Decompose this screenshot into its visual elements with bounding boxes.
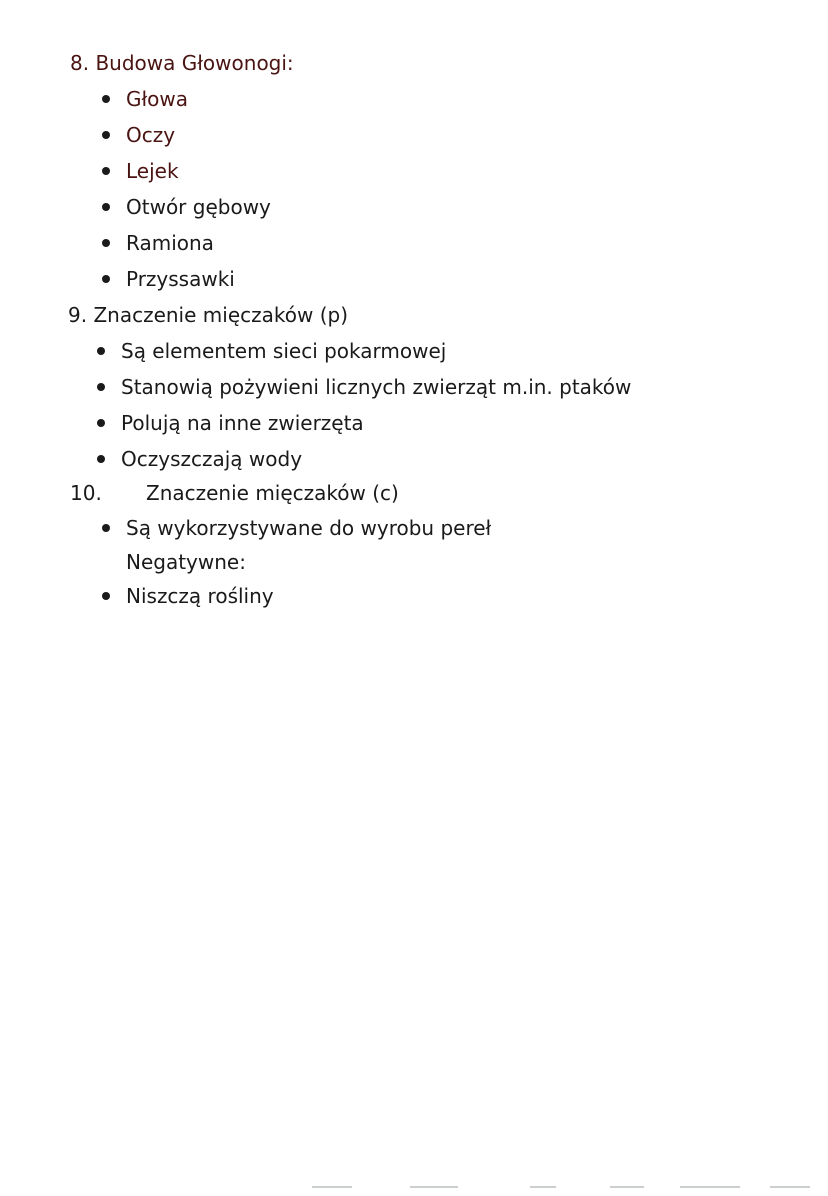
- bullet-icon: [102, 524, 110, 532]
- scan-edge-mark: [312, 1186, 352, 1188]
- subheading-negative: Negatywne:: [126, 550, 246, 574]
- list-item-text: Niszczą rośliny: [126, 584, 274, 608]
- bullet-icon: [97, 383, 105, 391]
- bullet-icon: [102, 275, 110, 283]
- section-title: Znaczenie mięczaków (c): [146, 481, 399, 505]
- list-item-text: Ramiona: [126, 231, 214, 255]
- section-number: 10.: [70, 481, 102, 505]
- bullet-icon: [97, 419, 105, 427]
- list-item-text: Stanowią pożywieni licznych zwierząt m.in. ptaków: [121, 375, 632, 399]
- scan-edge-mark: [680, 1186, 740, 1188]
- section-title: Znaczenie mięczaków (p): [93, 303, 348, 327]
- list-item-text: Lejek: [126, 159, 179, 183]
- bullet-icon: [102, 239, 110, 247]
- section-number: 8.: [70, 51, 90, 75]
- list-item-text: Oczyszczają wody: [121, 447, 303, 471]
- section-heading-8: [70, 45, 294, 81]
- list-item-text: Oczy: [126, 123, 176, 147]
- list-item-text: Są wykorzystywane do wyrobu pereł: [126, 516, 492, 540]
- scan-edge-mark: [410, 1186, 458, 1188]
- bullet-icon: [102, 131, 110, 139]
- bullet-icon: [102, 592, 110, 600]
- list-item-text: Otwór gębowy: [126, 195, 271, 219]
- section-title: Budowa Głowonogi:: [95, 51, 294, 75]
- bullet-icon: [97, 455, 105, 463]
- scan-edge-mark: [610, 1186, 644, 1188]
- bullet-icon: [102, 95, 110, 103]
- scan-edge-mark: [770, 1186, 810, 1188]
- section-heading-9: [68, 297, 348, 333]
- bullet-icon: [102, 203, 110, 211]
- bullet-icon: [102, 167, 110, 175]
- list-item-text: Przyssawki: [126, 267, 235, 291]
- scan-edge-mark: [530, 1186, 556, 1188]
- list-item-text: Polują na inne zwierzęta: [121, 411, 364, 435]
- list-item-text: Są elementem sieci pokarmowej: [121, 339, 447, 363]
- bullet-icon: [97, 347, 105, 355]
- section-number: 9.: [68, 303, 88, 327]
- section-heading-10: [70, 475, 399, 511]
- list-item-text: Głowa: [126, 87, 189, 111]
